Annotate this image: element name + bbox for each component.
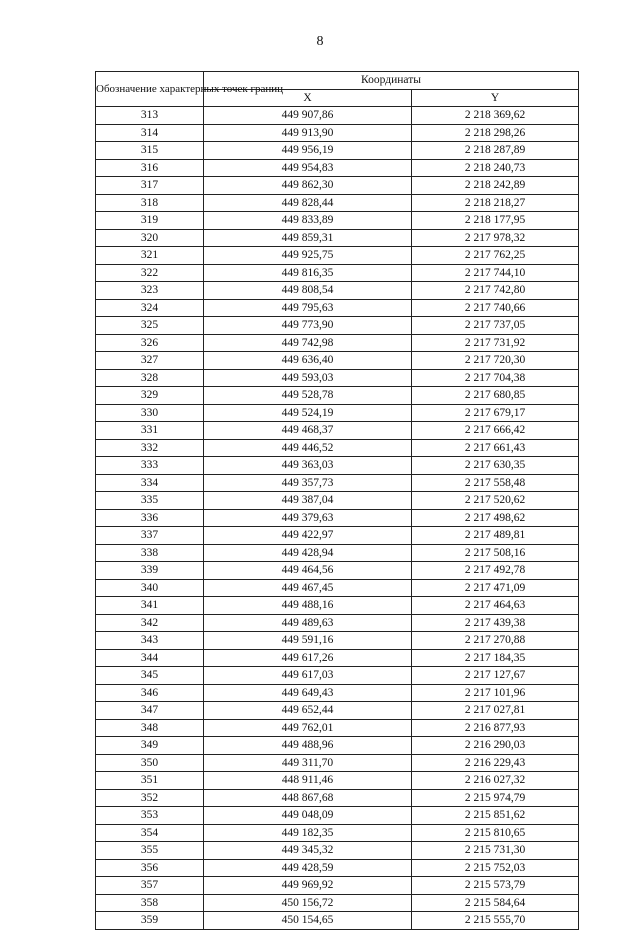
point-cell: 324	[96, 299, 204, 317]
table-row	[96, 789, 579, 807]
x-cell: 449 913,90	[204, 124, 412, 142]
x-cell: 449 773,90	[204, 317, 412, 335]
y-cell: 2 216 877,93	[412, 719, 579, 737]
table-row	[96, 212, 579, 230]
x-cell: 449 489,63	[204, 614, 412, 632]
x-cell: 449 345,32	[204, 842, 412, 860]
y-cell: 2 217 471,09	[412, 579, 579, 597]
point-cell: 332	[96, 439, 204, 457]
table-row	[96, 597, 579, 615]
point-cell: 322	[96, 264, 204, 282]
y-cell: 2 217 489,81	[412, 527, 579, 545]
y-cell: 2 218 242,89	[412, 177, 579, 195]
x-cell: 449 862,30	[204, 177, 412, 195]
x-cell: 449 182,35	[204, 824, 412, 842]
y-cell: 2 217 439,38	[412, 614, 579, 632]
header-x: X	[204, 89, 412, 107]
y-cell: 2 216 290,03	[412, 737, 579, 755]
point-cell: 327	[96, 352, 204, 370]
point-cell: 333	[96, 457, 204, 475]
x-cell: 449 742,98	[204, 334, 412, 352]
x-cell: 449 488,16	[204, 597, 412, 615]
x-cell: 450 156,72	[204, 894, 412, 912]
point-cell: 328	[96, 369, 204, 387]
point-cell: 357	[96, 877, 204, 895]
x-cell: 449 828,44	[204, 194, 412, 212]
y-cell: 2 217 680,85	[412, 387, 579, 405]
y-cell: 2 215 555,70	[412, 912, 579, 930]
header-y: Y	[412, 89, 579, 107]
x-cell: 449 795,63	[204, 299, 412, 317]
y-cell: 2 217 558,48	[412, 474, 579, 492]
page-number: 8	[316, 34, 324, 49]
point-cell: 341	[96, 597, 204, 615]
x-cell: 448 911,46	[204, 772, 412, 790]
point-cell: 314	[96, 124, 204, 142]
point-cell: 325	[96, 317, 204, 335]
y-cell: 2 217 720,30	[412, 352, 579, 370]
point-cell: 316	[96, 159, 204, 177]
x-cell: 449 524,19	[204, 404, 412, 422]
table-row	[96, 457, 579, 475]
x-cell: 449 591,16	[204, 632, 412, 650]
point-cell: 344	[96, 649, 204, 667]
y-cell: 2 217 762,25	[412, 247, 579, 265]
table-row	[96, 142, 579, 160]
y-cell: 2 217 464,63	[412, 597, 579, 615]
y-cell: 2 217 978,32	[412, 229, 579, 247]
y-cell: 2 217 737,05	[412, 317, 579, 335]
table-body	[96, 107, 579, 930]
table-row	[96, 509, 579, 527]
point-cell: 320	[96, 229, 204, 247]
point-cell: 321	[96, 247, 204, 265]
point-cell: 345	[96, 667, 204, 685]
y-cell: 2 218 218,27	[412, 194, 579, 212]
y-cell: 2 217 731,92	[412, 334, 579, 352]
x-cell: 448 867,68	[204, 789, 412, 807]
point-cell: 326	[96, 334, 204, 352]
x-cell: 449 467,45	[204, 579, 412, 597]
y-cell: 2 217 127,67	[412, 667, 579, 685]
table-row	[96, 544, 579, 562]
x-cell: 449 387,04	[204, 492, 412, 510]
table-row	[96, 737, 579, 755]
table-row	[96, 527, 579, 545]
table-row	[96, 299, 579, 317]
table-row	[96, 632, 579, 650]
point-cell: 342	[96, 614, 204, 632]
x-cell: 449 311,70	[204, 754, 412, 772]
x-cell: 449 357,73	[204, 474, 412, 492]
y-cell: 2 217 101,96	[412, 684, 579, 702]
x-cell: 449 528,78	[204, 387, 412, 405]
table-row	[96, 247, 579, 265]
x-cell: 449 363,03	[204, 457, 412, 475]
y-cell: 2 217 744,10	[412, 264, 579, 282]
point-cell: 355	[96, 842, 204, 860]
table-row	[96, 474, 579, 492]
table-row	[96, 842, 579, 860]
x-cell: 449 925,75	[204, 247, 412, 265]
table-row	[96, 422, 579, 440]
point-cell: 315	[96, 142, 204, 160]
header-designation: Обозначение характерных точек границ	[96, 72, 204, 107]
x-cell: 449 969,92	[204, 877, 412, 895]
x-cell: 449 956,19	[204, 142, 412, 160]
x-cell: 449 593,03	[204, 369, 412, 387]
point-cell: 338	[96, 544, 204, 562]
y-cell: 2 217 492,78	[412, 562, 579, 580]
x-cell: 449 762,01	[204, 719, 412, 737]
point-cell: 329	[96, 387, 204, 405]
y-cell: 2 215 974,79	[412, 789, 579, 807]
y-cell: 2 217 270,88	[412, 632, 579, 650]
x-cell: 449 617,26	[204, 649, 412, 667]
table-row	[96, 719, 579, 737]
table-row	[96, 859, 579, 877]
table-row	[96, 754, 579, 772]
point-cell: 319	[96, 212, 204, 230]
y-cell: 2 216 229,43	[412, 754, 579, 772]
x-cell: 450 154,65	[204, 912, 412, 930]
point-cell: 334	[96, 474, 204, 492]
table-row	[96, 894, 579, 912]
table-row	[96, 492, 579, 510]
table-row	[96, 159, 579, 177]
table-row	[96, 702, 579, 720]
table-row	[96, 824, 579, 842]
x-cell: 449 428,59	[204, 859, 412, 877]
x-cell: 449 907,86	[204, 107, 412, 125]
x-cell: 449 428,94	[204, 544, 412, 562]
table-row	[96, 877, 579, 895]
table-row	[96, 282, 579, 300]
point-cell: 313	[96, 107, 204, 125]
table-row	[96, 352, 579, 370]
y-cell: 2 215 851,62	[412, 807, 579, 825]
y-cell: 2 215 752,03	[412, 859, 579, 877]
point-cell: 330	[96, 404, 204, 422]
table-row	[96, 229, 579, 247]
point-cell: 335	[96, 492, 204, 510]
point-cell: 358	[96, 894, 204, 912]
point-cell: 356	[96, 859, 204, 877]
y-cell: 2 218 369,62	[412, 107, 579, 125]
point-cell: 331	[96, 422, 204, 440]
x-cell: 449 636,40	[204, 352, 412, 370]
y-cell: 2 218 177,95	[412, 212, 579, 230]
table-row	[96, 912, 579, 930]
y-cell: 2 217 679,17	[412, 404, 579, 422]
table-row	[96, 562, 579, 580]
y-cell: 2 217 704,38	[412, 369, 579, 387]
x-cell: 449 649,43	[204, 684, 412, 702]
y-cell: 2 217 184,35	[412, 649, 579, 667]
point-cell: 347	[96, 702, 204, 720]
y-cell: 2 215 731,30	[412, 842, 579, 860]
x-cell: 449 446,52	[204, 439, 412, 457]
point-cell: 350	[96, 754, 204, 772]
y-cell: 2 217 661,43	[412, 439, 579, 457]
table-row	[96, 317, 579, 335]
table-row	[96, 614, 579, 632]
x-cell: 449 468,37	[204, 422, 412, 440]
point-cell: 318	[96, 194, 204, 212]
point-cell: 359	[96, 912, 204, 930]
y-cell: 2 217 508,16	[412, 544, 579, 562]
x-cell: 449 954,83	[204, 159, 412, 177]
point-cell: 317	[96, 177, 204, 195]
x-cell: 449 816,35	[204, 264, 412, 282]
y-cell: 2 218 240,73	[412, 159, 579, 177]
y-cell: 2 215 810,65	[412, 824, 579, 842]
table-row	[96, 684, 579, 702]
y-cell: 2 217 666,42	[412, 422, 579, 440]
table-row	[96, 404, 579, 422]
table-row	[96, 369, 579, 387]
table-row	[96, 194, 579, 212]
x-cell: 449 617,03	[204, 667, 412, 685]
x-cell: 449 833,89	[204, 212, 412, 230]
coordinates-table	[95, 71, 579, 930]
x-cell: 449 859,31	[204, 229, 412, 247]
y-cell: 2 217 520,62	[412, 492, 579, 510]
table-row	[96, 772, 579, 790]
y-cell: 2 218 287,89	[412, 142, 579, 160]
table-row	[96, 124, 579, 142]
table-row	[96, 264, 579, 282]
y-cell: 2 218 298,26	[412, 124, 579, 142]
table-row	[96, 649, 579, 667]
point-cell: 348	[96, 719, 204, 737]
table-row	[96, 807, 579, 825]
point-cell: 352	[96, 789, 204, 807]
point-cell: 343	[96, 632, 204, 650]
table-row	[96, 667, 579, 685]
y-cell: 2 217 740,66	[412, 299, 579, 317]
table-row	[96, 177, 579, 195]
point-cell: 353	[96, 807, 204, 825]
point-cell: 340	[96, 579, 204, 597]
x-cell: 449 422,97	[204, 527, 412, 545]
y-cell: 2 216 027,32	[412, 772, 579, 790]
x-cell: 449 464,56	[204, 562, 412, 580]
point-cell: 349	[96, 737, 204, 755]
point-cell: 339	[96, 562, 204, 580]
x-cell: 449 488,96	[204, 737, 412, 755]
point-cell: 336	[96, 509, 204, 527]
x-cell: 449 652,44	[204, 702, 412, 720]
header-coordinates: Координаты	[204, 72, 579, 90]
point-cell: 346	[96, 684, 204, 702]
point-cell: 351	[96, 772, 204, 790]
y-cell: 2 217 630,35	[412, 457, 579, 475]
y-cell: 2 215 573,79	[412, 877, 579, 895]
table-row	[96, 439, 579, 457]
point-cell: 323	[96, 282, 204, 300]
x-cell: 449 808,54	[204, 282, 412, 300]
table-row	[96, 387, 579, 405]
point-cell: 354	[96, 824, 204, 842]
table-row	[96, 579, 579, 597]
table-row	[96, 334, 579, 352]
table-row	[96, 107, 579, 125]
y-cell: 2 217 498,62	[412, 509, 579, 527]
y-cell: 2 215 584,64	[412, 894, 579, 912]
y-cell: 2 217 742,80	[412, 282, 579, 300]
x-cell: 449 379,63	[204, 509, 412, 527]
y-cell: 2 217 027,81	[412, 702, 579, 720]
point-cell: 337	[96, 527, 204, 545]
x-cell: 449 048,09	[204, 807, 412, 825]
